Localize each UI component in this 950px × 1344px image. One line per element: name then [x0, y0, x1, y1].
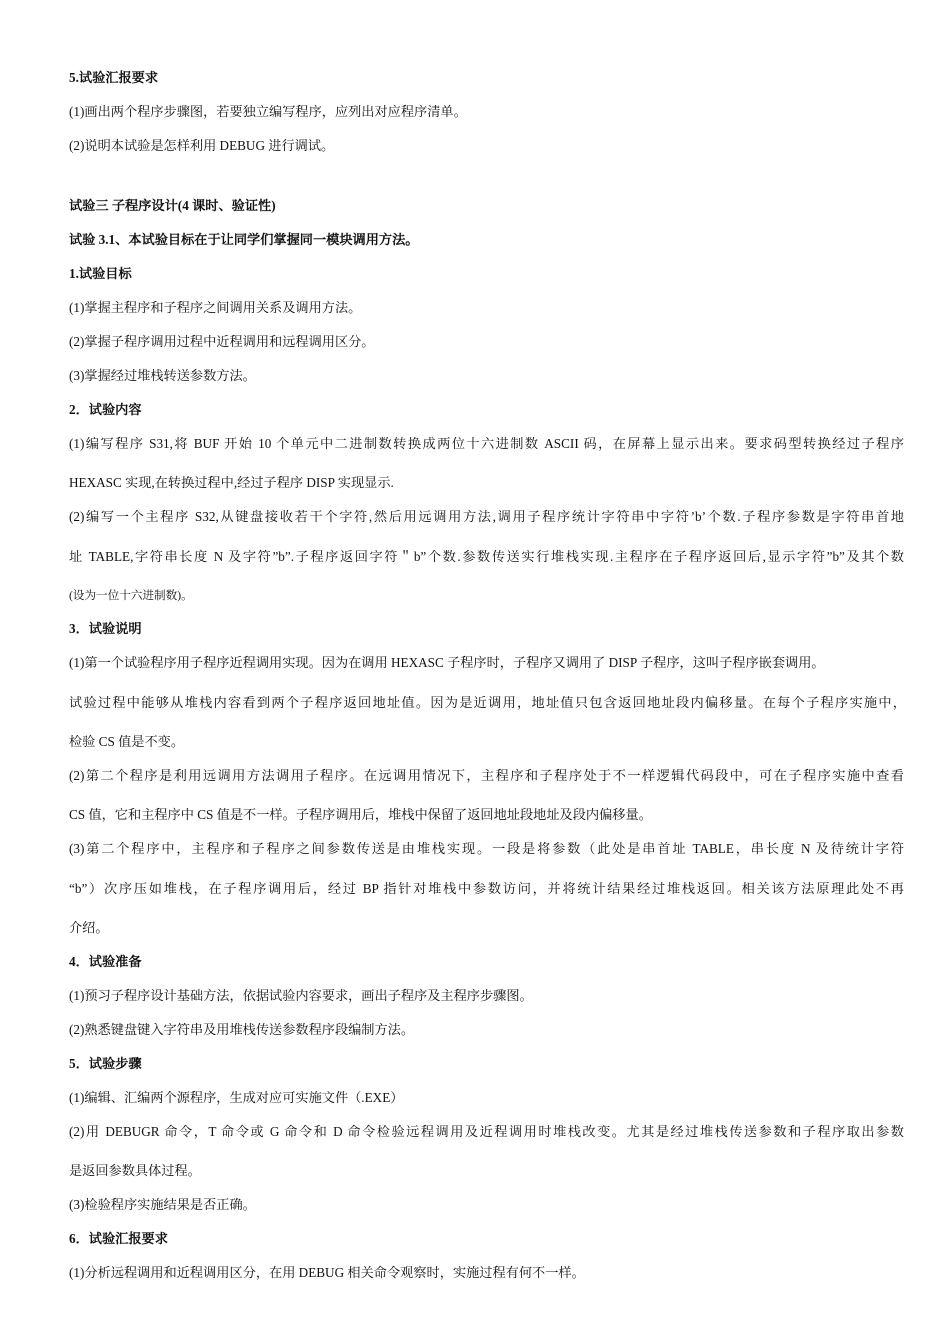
section-heading: 2．试验内容	[69, 402, 142, 417]
paragraph-line: (1)第一个试验程序用子程序近程调用实现。因为在调用 HEXASC 子程序时，子程序又调用了 DISP 子程序，这叫子程序嵌套调用。	[69, 655, 825, 670]
paragraph-line: 检验 CS 值是不变。	[69, 734, 185, 749]
paragraph-line: (1)编写程序 S31,将 BUF 开始 10 个单元中二进制数转换成两位十六进制数 ASCII 码，在屏幕上显示出来。要求码型转换经过子程序	[69, 436, 904, 451]
section-heading: 4．试验准备	[69, 954, 142, 969]
paragraph-line: (3)第二个程序中，主程序和子程序之间参数传送是由堆栈实现。一段是将参数（此处是串首址 TABLE，串长度 N 及待统计字符	[69, 841, 904, 856]
paragraph-line: 址 TABLE,字符串长度 N 及字符”b”.子程序返回字符＂b”个数.参数传送实行堆栈实现.主程序在子程序返回后,显示字符”b”及其个数	[69, 549, 904, 564]
section-heading: 5.试验汇报要求	[69, 70, 159, 85]
paragraph-line: (1)预习子程序设计基础方法，依据试验内容要求，画出子程序及主程序步骤图。	[69, 988, 533, 1003]
paragraph-line: (3)掌握经过堆栈转送参数方法。	[69, 368, 256, 383]
paragraph-line: (2)说明本试验是怎样利用 DEBUG 进行调试。	[69, 138, 335, 153]
paragraph-line: “b”）次序压如堆栈，在子程序调用后，经过 BP 指针对堆栈中参数访问，并将统计结果经过堆栈返回。相关该方法原理此处不再	[69, 881, 904, 896]
paragraph-line: CS 值，它和主程序中 CS 值是不一样。子程序调用后，堆栈中保留了返回地址段地址及段内偏移量。	[69, 807, 652, 822]
paragraph-line: 试验过程中能够从堆栈内容看到两个子程序返回地址值。因为是近调用，地址值只包含返回地址段内偏移量。在每个子程序实施中，	[69, 695, 906, 710]
paragraph-line: (2)编写一个主程序 S32,从键盘接收若干个字符,然后用远调用方法,调用子程序统计字符串中字符’b’个数.子程序参数是字符串首地	[69, 509, 904, 524]
paragraph-line: (1)分析远程调用和近程调用区分，在用 DEBUG 相关命令观察时，实施过程有何不一样。	[69, 1265, 585, 1280]
section-heading: 6．试验汇报要求	[69, 1231, 168, 1246]
paragraph-line: (2)熟悉键盘键入字符串及用堆栈传送参数程序段编制方法。	[69, 1022, 415, 1037]
paragraph-line: (1)掌握主程序和子程序之间调用关系及调用方法。	[69, 300, 362, 315]
experiment-subtitle: 试验 3.1、本试验目标在于让同学们掌握同一模块调用方法。	[69, 232, 419, 247]
paragraph-line: (2)第二个程序是利用远调用方法调用子程序。在远调用情况下，主程序和子程序处于不一样逻辑代码段中，可在子程序实施中查看	[69, 768, 904, 783]
paragraph-line: (设为一位十六进制数)。	[69, 589, 193, 602]
section-heading: 5．试验步骤	[69, 1056, 142, 1071]
paragraph-line: 是返回参数具体过程。	[69, 1163, 201, 1178]
paragraph-line: (3)检验程序实施结果是否正确。	[69, 1197, 256, 1212]
section-heading: 3．试验说明	[69, 621, 142, 636]
experiment-title: 试验三 子程序设计(4 课时、验证性)	[69, 198, 276, 213]
paragraph-line: (2)用 DEBUGR 命令，T 命令或 G 命令和 D 命令检验远程调用及近程调用时堆栈改变。尤其是经过堆栈传送参数和子程序取出参数	[69, 1124, 904, 1139]
paragraph-line: (1)编辑、汇编两个源程序，生成对应可实施文件（.EXE）	[69, 1090, 404, 1105]
paragraph-line: 介绍。	[69, 920, 109, 935]
paragraph-line: HEXASC 实现,在转换过程中,经过子程序 DISP 实现显示.	[69, 475, 394, 490]
paragraph-line: (1)画出两个程序步骤图，若要独立编写程序，应列出对应程序清单。	[69, 104, 467, 119]
section-heading: 1.试验目标	[69, 266, 132, 281]
paragraph-line: (2)掌握子程序调用过程中近程调用和远程调用区分。	[69, 334, 375, 349]
